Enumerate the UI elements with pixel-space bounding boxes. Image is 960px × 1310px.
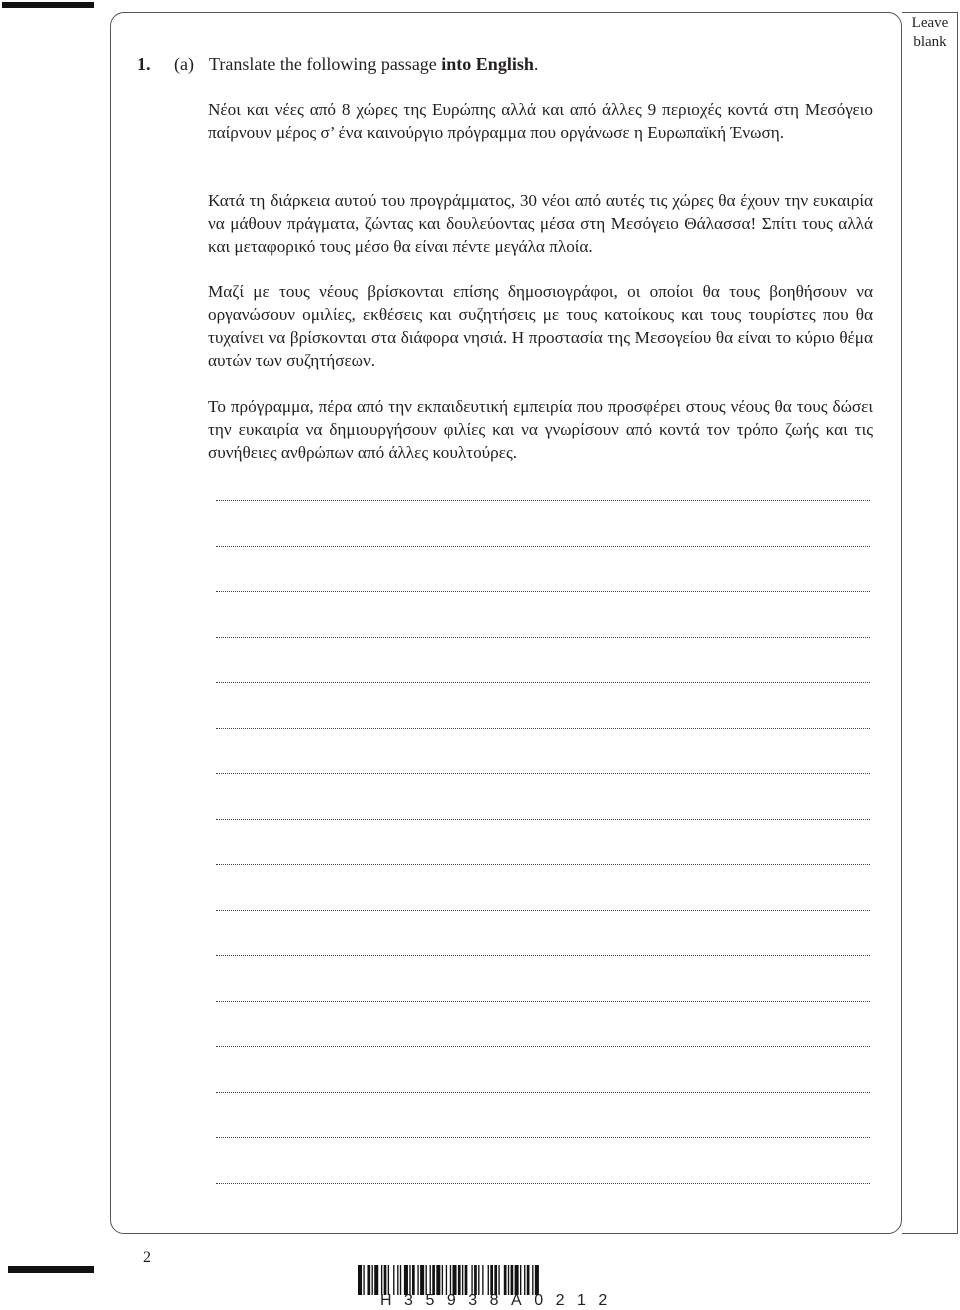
answer-line[interactable] [216, 910, 870, 911]
barcode-bar [367, 1265, 370, 1295]
barcode-bar [412, 1265, 415, 1295]
top-left-registration-mark [2, 2, 94, 8]
answer-line[interactable] [216, 1183, 870, 1184]
barcode-bar [358, 1265, 362, 1295]
question-part: (a) [174, 54, 194, 74]
barcode-bar [420, 1265, 424, 1295]
bottom-left-registration-mark [8, 1266, 94, 1273]
barcode-bar [490, 1265, 493, 1295]
barcode-bar [404, 1265, 408, 1295]
barcode-bar [474, 1265, 477, 1295]
barcode-bar [436, 1265, 440, 1295]
answer-line[interactable] [216, 955, 870, 956]
barcode-bar [524, 1265, 525, 1295]
barcode-bar [527, 1265, 530, 1295]
barcode-bar [488, 1265, 489, 1295]
leave-blank-column [902, 12, 958, 1234]
passage-paragraph-1: Νέοι και νέες από 8 χώρες της Ευρώπης αλλά και από άλλες 9 περιοχές κοντά στη Μεσόγειο παίρνουν μέρος σ’ ένα καινούργιο πρόγραμμα που οργάνωσε η Ευρωπαϊκή Ένωση. [208, 100, 873, 142]
barcode-bar [388, 1265, 389, 1295]
answer-line[interactable] [216, 637, 870, 638]
barcode-bar [374, 1265, 378, 1295]
passage-paragraph-2: Κατά τη διάρκεια αυτού του προγράμματος, 30 νέοι από αυτές τις χώρες θα έχουν την ευκαιρία να μάθουν πράγματα, ζώντας και δουλεύοντας μέσα στη Μεσόγειο Θάλασσα! Σπίτι τους αλλά και μεταφορικό τους μέσο θα είναι πέντε μεγάλα πλοία. [208, 191, 873, 256]
answer-line[interactable] [216, 819, 870, 820]
answer-line[interactable] [216, 591, 870, 592]
barcode-bar [453, 1265, 457, 1295]
barcode-text: H35938A0212 [380, 1292, 620, 1309]
barcode-bar [494, 1265, 497, 1295]
barcode-bar [458, 1265, 461, 1295]
barcode-bar [384, 1265, 387, 1295]
barcode-bar [426, 1265, 427, 1295]
barcode-bar [478, 1265, 479, 1295]
passage-paragraph-3: Μαζί με τους νέους βρίσκονται επίσης δημοσιογράφοι, οι οποίοι θα τους βοηθήσουν να οργανώσουν ομιλίες, εκθέσεις και συζητήσεις με τους κατοίκους και τους τουρίστες που θα τυχαίνει να βρίσκονται στα διάφορα νησιά. Η προστασία της Μεσογείου θα είναι το κύριο θέμα αυτών των συζητήσεων. [208, 282, 873, 370]
answer-line[interactable] [216, 1092, 870, 1093]
answer-line[interactable] [216, 1001, 870, 1002]
barcode-bar [381, 1265, 382, 1295]
passage-paragraph-4: Το πρόγραμμα, πέρα από την εκπαιδευτική εμπειρία που προσφέρει στους νέους θα τους δώσει την ευκαιρία να δημιουργήσουν φιλίες και να γνωρίσουν από κοντά τον τρόπο ζωής και τις συνήθειες ανθρώπων από άλλες κουλτούρες. [208, 397, 873, 462]
barcode-bar [482, 1265, 483, 1295]
barcode-bar [372, 1265, 373, 1295]
barcode-bar [535, 1265, 539, 1295]
barcode-bar [417, 1265, 418, 1295]
barcode-bar [462, 1265, 463, 1295]
barcode-bar [498, 1265, 499, 1295]
barcode [358, 1265, 688, 1295]
barcode-bar [430, 1265, 431, 1295]
barcode-bar [515, 1265, 519, 1295]
barcode-bar [400, 1265, 401, 1295]
answer-line[interactable] [216, 1046, 870, 1047]
answer-line[interactable] [216, 682, 870, 683]
barcode-bar [397, 1265, 398, 1295]
barcode-bar [450, 1265, 451, 1295]
barcode-bar [471, 1265, 472, 1295]
barcode-bar [432, 1265, 435, 1295]
barcode-bar [363, 1265, 364, 1295]
answer-line[interactable] [216, 773, 870, 774]
answer-line[interactable] [216, 500, 870, 501]
barcode-bar [511, 1265, 514, 1295]
barcode-bar [504, 1265, 507, 1295]
leave-blank-label: Leave blank [911, 15, 949, 50]
barcode-bar [508, 1265, 509, 1295]
question-instruction: Translate the following passage into English. [209, 54, 539, 74]
barcode-bar [409, 1265, 410, 1295]
question-number: 1. [137, 54, 151, 74]
barcode-bar [446, 1265, 447, 1295]
answer-line[interactable] [216, 546, 870, 547]
answer-line[interactable] [216, 1137, 870, 1138]
barcode-bar [465, 1265, 468, 1295]
barcode-bar [393, 1265, 394, 1295]
barcode-bar [532, 1265, 533, 1295]
page-number: 2 [143, 1249, 151, 1266]
barcode-bar [442, 1265, 443, 1295]
barcode-bar [520, 1265, 521, 1295]
answer-line[interactable] [216, 728, 870, 729]
answer-line[interactable] [216, 864, 870, 865]
